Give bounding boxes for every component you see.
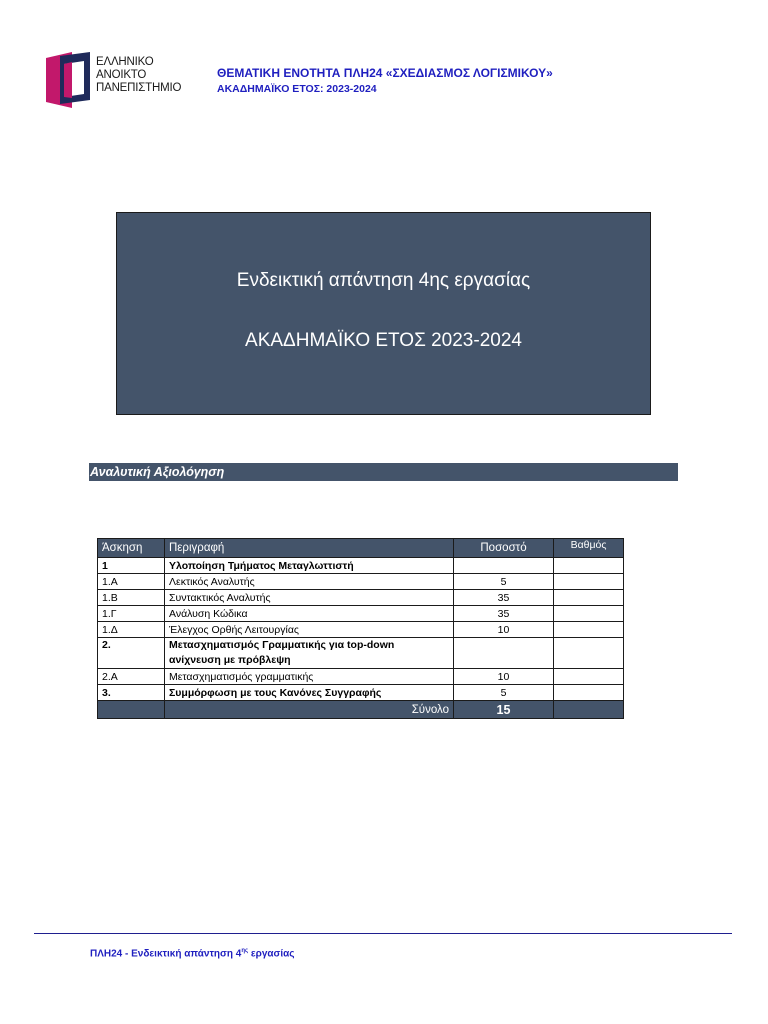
table-header-row	[98, 539, 624, 558]
description-cell: Συμμόρφωση με τους Κανόνες Συγγραφής	[165, 685, 454, 701]
cover-title: Ενδεικτική απάντηση 4ης εργασίας	[236, 270, 531, 291]
total-value: 15	[454, 701, 554, 719]
description-cell	[165, 638, 454, 669]
footer-text-end: εργασίας	[248, 948, 295, 960]
table-row	[98, 685, 624, 701]
total-label: Σύνολο	[165, 701, 454, 719]
exercise-cell: 1.Δ	[98, 622, 165, 638]
grade-cell[interactable]	[554, 574, 624, 590]
university-name-line-3: ΠΑΝΕΠΙΣΤΗΜΙΟ	[96, 82, 182, 94]
header-grade: Βαθμός	[554, 539, 624, 558]
grade-cell[interactable]	[554, 622, 624, 638]
university-logo	[46, 52, 186, 110]
university-name	[96, 56, 181, 95]
grade-cell[interactable]	[554, 638, 624, 669]
exercise-cell: 1.Β	[98, 590, 165, 606]
table-row	[98, 622, 624, 638]
header-percent: Ποσοστό	[454, 539, 554, 558]
description-cell: Λεκτικός Αναλυτής	[165, 574, 454, 590]
exercise-cell: 2.Α	[98, 669, 165, 685]
exercise-cell: 1.Α	[98, 574, 165, 590]
header-exercise: Άσκηση	[98, 539, 165, 558]
exercise-cell: 1	[98, 558, 165, 574]
footer-divider	[34, 933, 732, 934]
table-row	[98, 606, 624, 622]
exercise-cell: 2.	[98, 638, 165, 669]
percent-cell: 10	[454, 669, 554, 685]
percent-cell	[454, 558, 554, 574]
table-row	[98, 590, 624, 606]
total-grade-cell[interactable]	[554, 701, 624, 719]
cover-box	[116, 212, 651, 415]
description-cell: Μετασχηματισμός γραμματικής	[165, 669, 454, 685]
percent-cell: 5	[454, 685, 554, 701]
course-title: ΘΕΜΑΤΙΚΗ ΕΝΟΤΗΤΑ ΠΛΗ24 «ΣΧΕΔΙΑΣΜΟΣ ΛΟΓΙΣΜΙΚΟΥ»	[217, 66, 553, 80]
percent-cell: 10	[454, 622, 554, 638]
table-row	[98, 669, 624, 685]
grade-cell[interactable]	[554, 685, 624, 701]
table-row	[98, 574, 624, 590]
section-heading: Αναλυτική Αξιολόγηση	[89, 463, 678, 481]
description-cell: Υλοποίηση Τμήματος Μεταγλωττιστή	[165, 558, 454, 574]
percent-cell: 35	[454, 590, 554, 606]
header-description: Περιγραφή	[165, 539, 454, 558]
grade-cell[interactable]	[554, 669, 624, 685]
grade-cell[interactable]	[554, 558, 624, 574]
description-line-1: Μετασχηματισμός Γραμματικής για top-down	[169, 639, 395, 651]
footer-text	[90, 948, 295, 959]
total-empty-cell	[98, 701, 165, 719]
total-row	[98, 701, 624, 719]
grade-cell[interactable]	[554, 590, 624, 606]
academic-year-header: ΑΚΑΔΗΜΑΪΚΟ ΕΤΟΣ: 2023-2024	[217, 83, 377, 95]
percent-cell: 5	[454, 574, 554, 590]
grade-cell[interactable]	[554, 606, 624, 622]
grading-table	[97, 538, 624, 719]
description-cell: Έλεγχος Ορθής Λειτουργίας	[165, 622, 454, 638]
footer-superscript: ης	[241, 948, 249, 954]
description-cell: Συντακτικός Αναλυτής	[165, 590, 454, 606]
exercise-cell: 3.	[98, 685, 165, 701]
percent-cell: 35	[454, 606, 554, 622]
table-row	[98, 558, 624, 574]
percent-cell	[454, 638, 554, 669]
description-line-2: ανίχνευση με πρόβλεψη	[169, 654, 291, 666]
cover-academic-year: ΑΚΑΔΗΜΑΪΚΟ ΕΤΟΣ 2023-2024	[245, 330, 522, 351]
university-name-line-2: ΑΝΟΙΚΤΟ	[96, 69, 147, 81]
table-row	[98, 638, 624, 669]
description-cell: Ανάλυση Κώδικα	[165, 606, 454, 622]
exercise-cell: 1.Γ	[98, 606, 165, 622]
university-name-line-1: ΕΛΛΗΝΙΚΟ	[96, 56, 154, 68]
university-logo-icon	[46, 52, 90, 108]
footer-text-main: ΠΛΗ24 - Ενδεικτική απάντηση 4	[90, 948, 242, 960]
